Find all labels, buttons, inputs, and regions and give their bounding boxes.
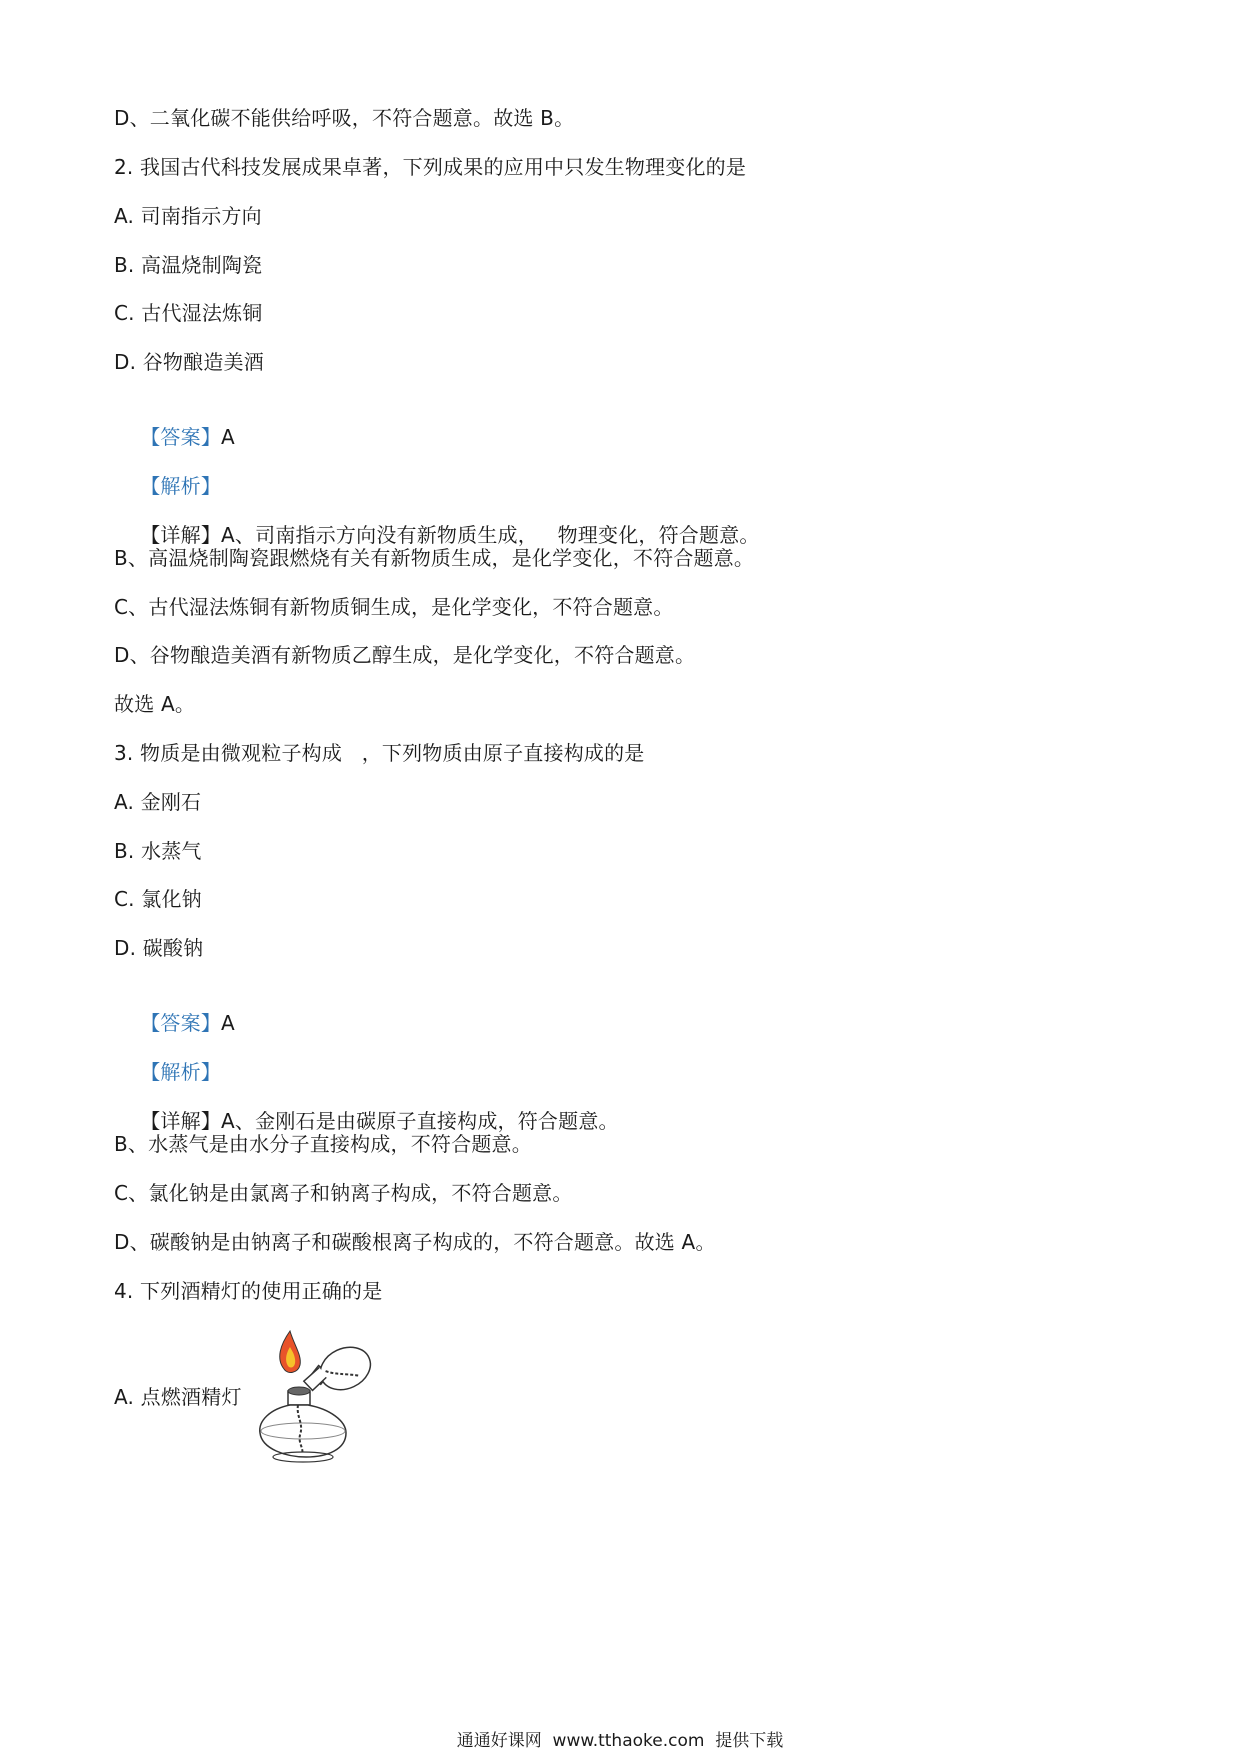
analysis-tag: 【解析】 bbox=[140, 474, 222, 498]
text-line: C、古代湿法炼铜有新物质铜生成，是化学变化，不符合题意。 bbox=[114, 595, 674, 619]
option-b: B. 高温烧制陶瓷 bbox=[114, 253, 263, 277]
question-3: 3. 物质是由微观粒子构成 ，下列物质由原子直接构成的是 bbox=[114, 741, 645, 765]
question-4: 4. 下列酒精灯的使用正确的是 bbox=[114, 1279, 383, 1303]
option-c: C. 古代湿法炼铜 bbox=[114, 301, 263, 325]
text-line: C、氯化钠是由氯离子和钠离子构成，不符合题意。 bbox=[114, 1181, 573, 1205]
detail-tag: 【详解】 bbox=[140, 523, 222, 547]
option-c: C. 氯化钠 bbox=[114, 887, 202, 911]
text-line: D、谷物酿造美酒有新物质乙醇生成，是化学变化，不符合题意。 bbox=[114, 643, 696, 667]
answer-tag: 【答案】 bbox=[140, 425, 222, 449]
option-d: D. 谷物酿造美酒 bbox=[114, 350, 264, 374]
question-2: 2. 我国古代科技发展成果卓著，下列成果的应用中只发生物理变化的是 bbox=[114, 155, 747, 179]
answer-tag: 【答案】 bbox=[140, 1011, 222, 1035]
detail-tag: 【详解】 bbox=[140, 1109, 222, 1133]
text-line: D、二氧化碳不能供给呼吸，不符合题意。故选 B。 bbox=[114, 106, 575, 130]
analysis-tag: 【解析】 bbox=[140, 1060, 222, 1084]
answer-value: A bbox=[221, 425, 235, 449]
option-d: D. 碳酸钠 bbox=[114, 936, 204, 960]
option-b: B. 水蒸气 bbox=[114, 839, 202, 863]
answer-value: A bbox=[221, 1011, 235, 1035]
option-a: A. 金刚石 bbox=[114, 790, 202, 814]
detail-text: A、金刚石是由碳原子直接构成，符合题意。 bbox=[221, 1109, 619, 1133]
text-line: B、高温烧制陶瓷跟燃烧有关有新物质生成，是化学变化，不符合题意。 bbox=[114, 546, 755, 570]
option-a: A. 司南指示方向 bbox=[114, 204, 262, 228]
detail-text: A、司南指示方向没有新物质生成， 物理变化，符合题意。 bbox=[221, 523, 760, 547]
option-a: A. 点燃酒精灯 bbox=[114, 1385, 242, 1409]
text-line: 故选 A。 bbox=[114, 692, 196, 716]
text-line: B、水蒸气是由水分子直接构成，不符合题意。 bbox=[114, 1132, 532, 1156]
footer-source: 通通好课网 www.tthaoke.com 提供下载 bbox=[456, 1731, 784, 1751]
text-line: D、碳酸钠是由钠离子和碳酸根离子构成的，不符合题意。故选 A。 bbox=[114, 1230, 716, 1254]
alcohol-lamp-lighting-icon bbox=[250, 1325, 380, 1465]
